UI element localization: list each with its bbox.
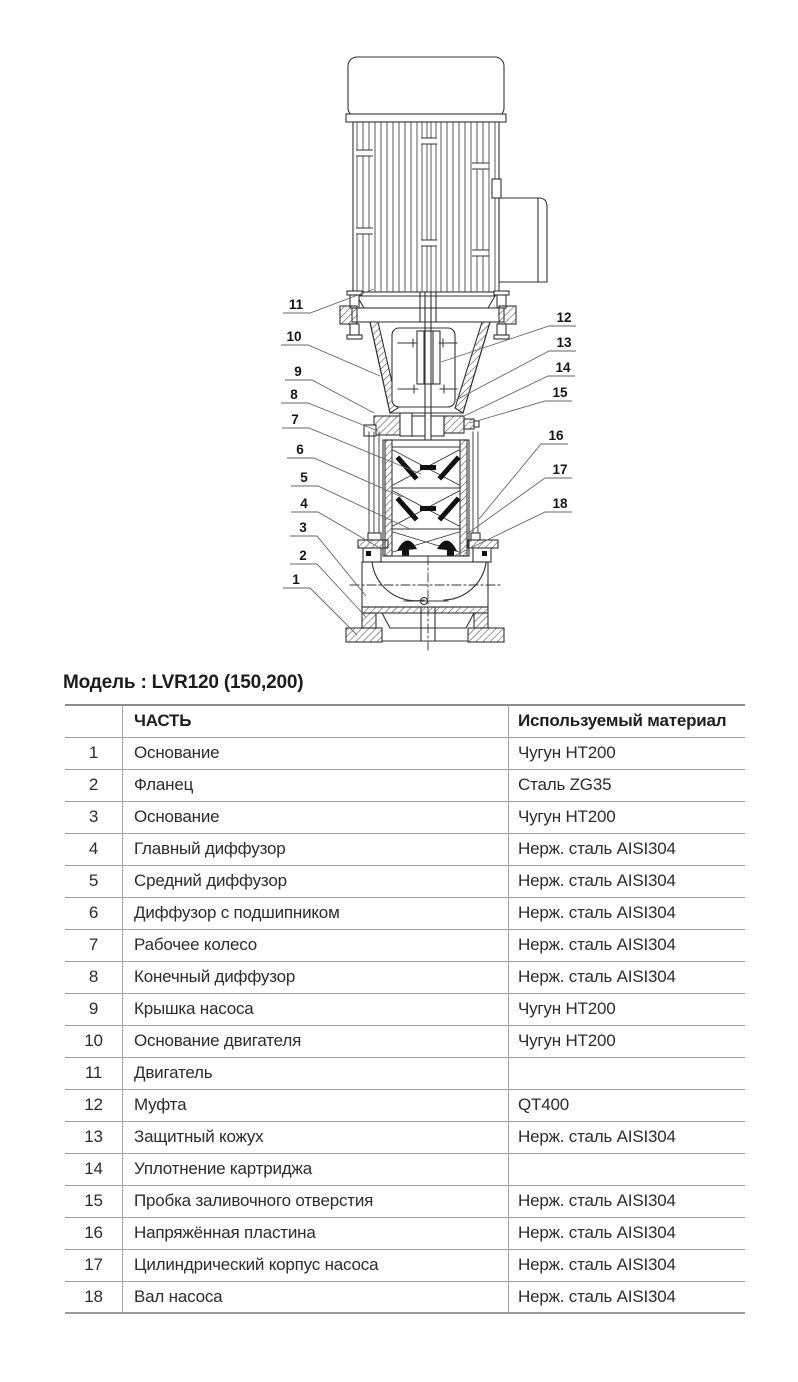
part-material: Нерж. сталь AISI304	[509, 897, 746, 929]
part-number: 1	[65, 737, 123, 769]
part-number: 9	[65, 993, 123, 1025]
part-name: Основание	[123, 801, 509, 833]
part-number: 10	[65, 1025, 123, 1057]
table-row	[65, 897, 745, 929]
table-row	[65, 929, 745, 961]
part-material: Нерж. сталь AISI304	[509, 1281, 746, 1313]
part-name: Защитный кожух	[123, 1121, 509, 1153]
callout-label-6: 6	[296, 442, 304, 457]
callout-label-18: 18	[552, 496, 568, 511]
table-row	[65, 865, 745, 897]
table-row	[65, 801, 745, 833]
motor-base-bell	[353, 292, 499, 308]
part-number: 15	[65, 1185, 123, 1217]
part-name: Диффузор с подшипником	[123, 897, 509, 929]
callout-label-7: 7	[291, 412, 299, 427]
table-row	[65, 1153, 745, 1185]
part-material: Чугун HT200	[509, 1025, 746, 1057]
pump-casing	[383, 440, 469, 556]
part-number: 7	[65, 929, 123, 961]
part-name: Вал насоса	[123, 1281, 509, 1313]
part-material: Нерж. сталь AISI304	[509, 1185, 746, 1217]
part-number: 17	[65, 1249, 123, 1281]
callout-label-2: 2	[299, 548, 307, 563]
callout-leader-2	[290, 564, 366, 617]
part-number: 13	[65, 1121, 123, 1153]
part-material: Чугун HT200	[509, 993, 746, 1025]
parts-table-head-row	[65, 705, 745, 737]
table-row	[65, 737, 745, 769]
part-number: 8	[65, 961, 123, 993]
part-material: Нерж. сталь AISI304	[509, 929, 746, 961]
part-material: Чугун HT200	[509, 801, 746, 833]
table-row	[65, 1185, 745, 1217]
part-number: 2	[65, 769, 123, 801]
part-material: Сталь ZG35	[509, 769, 746, 801]
part-name: Фланец	[123, 769, 509, 801]
callout-label-12: 12	[556, 310, 572, 325]
part-name: Крышка насоса	[123, 993, 509, 1025]
callout-label-5: 5	[300, 470, 308, 485]
part-material: Чугун HT200	[509, 737, 746, 769]
pump-cross-section-diagram	[0, 0, 798, 665]
header-part: ЧАСТЬ	[123, 705, 509, 737]
parts-table-body	[65, 737, 745, 1313]
table-row	[65, 1217, 745, 1249]
callout-label-10: 10	[286, 329, 302, 344]
table-row	[65, 961, 745, 993]
table-row	[65, 769, 745, 801]
part-name: Средний диффузор	[123, 865, 509, 897]
part-number: 4	[65, 833, 123, 865]
part-number: 5	[65, 865, 123, 897]
table-row	[65, 993, 745, 1025]
header-material: Используемый материал	[509, 705, 746, 737]
table-row	[65, 1249, 745, 1281]
part-material	[509, 1057, 746, 1089]
part-name: Основание	[123, 737, 509, 769]
part-name: Конечный диффузор	[123, 961, 509, 993]
motor-body	[353, 122, 499, 292]
part-name: Двигатель	[123, 1057, 509, 1089]
parts-table	[65, 704, 745, 1314]
part-name: Пробка заливочного отверстия	[123, 1185, 509, 1217]
model-title: Модель : LVR120 (150,200)	[63, 672, 304, 693]
part-material: Нерж. сталь AISI304	[509, 1121, 746, 1153]
callout-label-1: 1	[292, 572, 300, 587]
part-material: Нерж. сталь AISI304	[509, 833, 746, 865]
callout-leader-9	[285, 380, 374, 413]
table-row	[65, 833, 745, 865]
part-name: Рабочее колесо	[123, 929, 509, 961]
part-name: Главный диффузор	[123, 833, 509, 865]
part-number: 14	[65, 1153, 123, 1185]
pump-base	[346, 556, 504, 652]
callout-label-3: 3	[299, 520, 307, 535]
part-material: Нерж. сталь AISI304	[509, 865, 746, 897]
part-material: Нерж. сталь AISI304	[509, 1217, 746, 1249]
part-name: Основание двигателя	[123, 1025, 509, 1057]
part-number: 11	[65, 1057, 123, 1089]
callout-label-16: 16	[548, 428, 564, 443]
motor-fan-cover	[346, 57, 506, 122]
callout-label-14: 14	[555, 360, 571, 375]
part-material: Нерж. сталь AISI304	[509, 961, 746, 993]
table-row	[65, 1089, 745, 1121]
part-name: Уплотнение картриджа	[123, 1153, 509, 1185]
table-row	[65, 1057, 745, 1089]
part-material: Нерж. сталь AISI304	[509, 1249, 746, 1281]
header-empty	[65, 705, 123, 737]
part-number: 6	[65, 897, 123, 929]
callout-label-11: 11	[288, 297, 304, 312]
motor-terminal-box	[492, 179, 547, 282]
part-number: 16	[65, 1217, 123, 1249]
part-number: 3	[65, 801, 123, 833]
part-material: QT400	[509, 1089, 746, 1121]
parts-table-wrap	[65, 704, 745, 1314]
part-name: Напряжённая пластина	[123, 1217, 509, 1249]
table-row	[65, 1281, 745, 1313]
callout-label-15: 15	[552, 385, 568, 400]
part-name: Муфта	[123, 1089, 509, 1121]
callout-label-4: 4	[300, 496, 308, 511]
callout-leader-15	[470, 401, 572, 423]
pump-head-seal	[364, 413, 479, 436]
table-row	[65, 1025, 745, 1057]
part-number: 12	[65, 1089, 123, 1121]
part-number: 18	[65, 1281, 123, 1313]
callout-label-17: 17	[552, 462, 568, 477]
callout-label-9: 9	[294, 364, 302, 379]
callout-leader-3	[290, 536, 366, 596]
part-material	[509, 1153, 746, 1185]
callout-label-13: 13	[556, 335, 572, 350]
part-name: Цилиндрический корпус насоса	[123, 1249, 509, 1281]
table-row	[65, 1121, 745, 1153]
callout-label-8: 8	[290, 387, 298, 402]
